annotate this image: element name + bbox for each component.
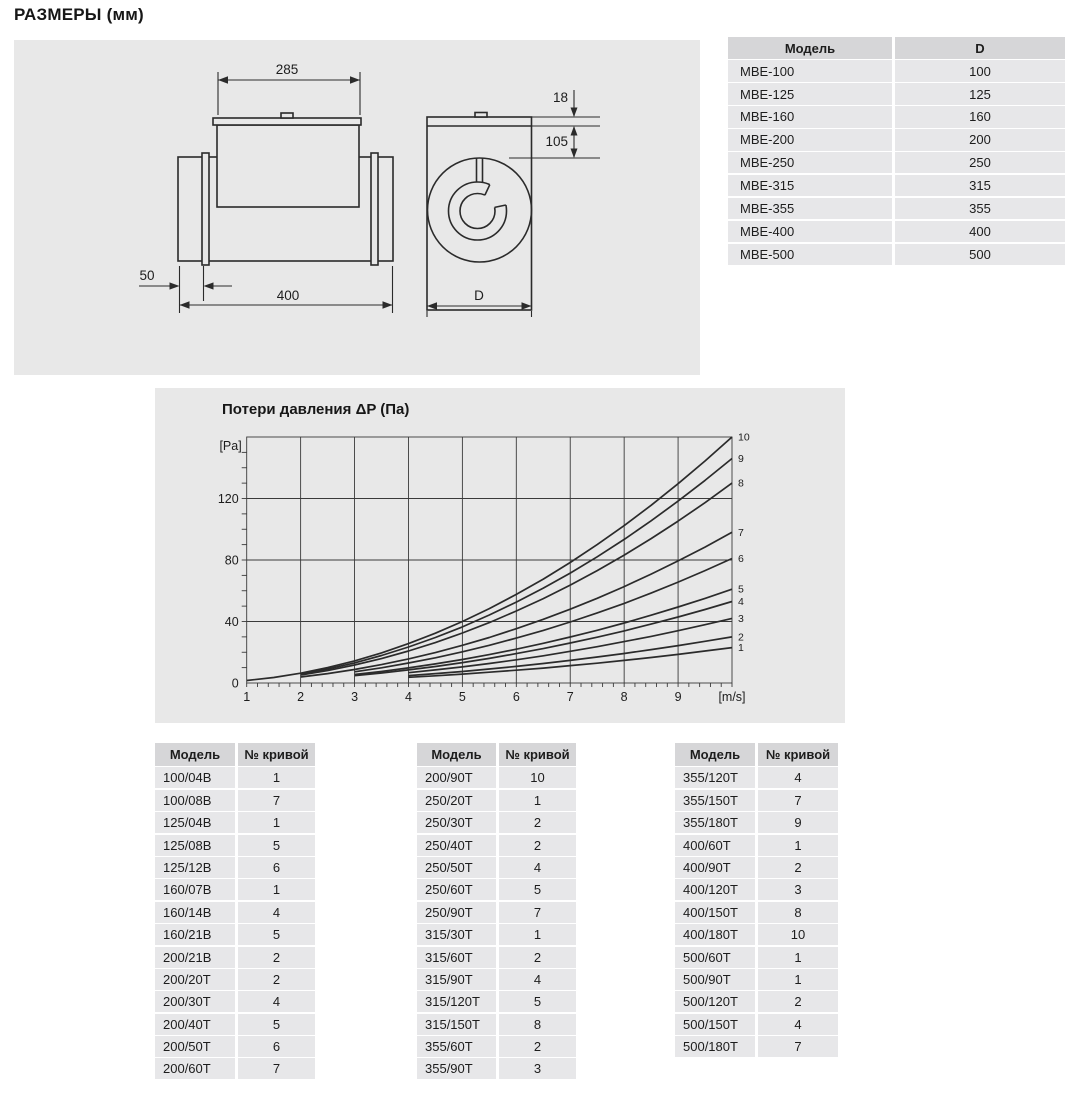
cell: 6 (238, 857, 315, 878)
cell: 5 (238, 924, 315, 945)
svg-text:1: 1 (243, 690, 251, 704)
table-row (675, 947, 838, 968)
table-header-row (728, 37, 1065, 59)
front-view-dimensions (427, 90, 600, 317)
cell: 200/60Т (155, 1058, 235, 1079)
cell: 5 (499, 991, 576, 1012)
table-row (675, 991, 838, 1012)
table-row (728, 175, 1065, 197)
duct-heater-drawing (14, 40, 700, 375)
cell: 315/30Т (417, 924, 496, 945)
cell: МВЕ-250 (728, 152, 892, 174)
cell: 10 (758, 924, 838, 945)
cell: 400/120Т (675, 879, 755, 900)
curve-label-8: 8 (738, 477, 744, 490)
cell: 5 (499, 879, 576, 900)
cell: 200/40Т (155, 1014, 235, 1035)
table-row (155, 947, 315, 968)
table-row (728, 244, 1065, 266)
curve-label-6: 6 (738, 552, 744, 565)
curve-label-5: 5 (738, 583, 744, 596)
table-row (155, 969, 315, 990)
cell: 125/12В (155, 857, 235, 878)
cell: 125/08В (155, 835, 235, 856)
cell: 200/50Т (155, 1036, 235, 1057)
table-row (417, 902, 576, 923)
cell: 6 (238, 1036, 315, 1057)
table-row (155, 790, 315, 811)
table-row (417, 1036, 576, 1057)
cell: 200 (895, 129, 1065, 151)
cell: 200/30Т (155, 991, 235, 1012)
header-cell: № кривой (499, 743, 576, 766)
cell: 10 (499, 767, 576, 788)
cell: МВЕ-400 (728, 221, 892, 243)
cell: 160 (895, 106, 1065, 128)
cell: 4 (499, 857, 576, 878)
svg-text:0: 0 (231, 676, 239, 691)
svg-text:7: 7 (566, 690, 574, 704)
cell: 7 (499, 902, 576, 923)
svg-text:40: 40 (224, 615, 239, 629)
cell: 200/20Т (155, 969, 235, 990)
cell: 5 (238, 1014, 315, 1035)
table-row (728, 129, 1065, 151)
cell: 100/04В (155, 767, 235, 788)
cell: 2 (499, 812, 576, 833)
pressure-loss-chart (155, 388, 845, 723)
header-cell: № кривой (758, 743, 838, 766)
header-cell: Модель (675, 743, 755, 766)
dim-285-label: 285 (275, 62, 299, 77)
table-row (675, 879, 838, 900)
table-row (155, 991, 315, 1012)
dim-105-label: 105 (545, 134, 568, 149)
table-row (417, 991, 576, 1012)
table-header-row (155, 743, 315, 766)
cell: 100 (895, 60, 1065, 82)
header-cell: Модель (155, 743, 235, 766)
curve-4 (355, 602, 733, 676)
cell: МВЕ-500 (728, 244, 892, 266)
curve-label-1: 1 (738, 642, 744, 655)
cell: МВЕ-355 (728, 198, 892, 220)
cell: 3 (758, 879, 838, 900)
header-cell: D (895, 37, 1065, 59)
table-row (417, 1014, 576, 1035)
chart-grid (242, 437, 732, 687)
cell: 400/60Т (675, 835, 755, 856)
cell: 1 (758, 835, 838, 856)
table-row (728, 83, 1065, 105)
cell: 500 (895, 244, 1065, 266)
cell: 7 (238, 790, 315, 811)
table-row (675, 902, 838, 923)
table-row (155, 857, 315, 878)
curve-10 (247, 437, 732, 681)
table-row (728, 60, 1065, 82)
cell: 200/90Т (417, 767, 496, 788)
cell: 250/30Т (417, 812, 496, 833)
pressure-loss-panel (155, 388, 845, 723)
table-row (155, 1014, 315, 1035)
table-row (417, 879, 576, 900)
svg-text:4: 4 (404, 690, 412, 704)
svg-text:3: 3 (351, 690, 359, 704)
table-row (417, 969, 576, 990)
table-row (675, 790, 838, 811)
table-row (728, 198, 1065, 220)
cell: МВЕ-200 (728, 129, 892, 151)
cell: 355/150Т (675, 790, 755, 811)
cell: 315/120Т (417, 991, 496, 1012)
table-row (417, 857, 576, 878)
table-row (675, 1036, 838, 1057)
cell: 500/60Т (675, 947, 755, 968)
cell: 4 (499, 969, 576, 990)
table-row (417, 812, 576, 833)
side-view (178, 113, 393, 265)
cell: 2 (758, 857, 838, 878)
curve-table-3 (675, 743, 838, 1058)
cell: 4 (238, 991, 315, 1012)
cell: 250 (895, 152, 1065, 174)
cell: МВЕ-100 (728, 60, 892, 82)
dim-18-label: 18 (552, 90, 568, 105)
cell: 9 (758, 812, 838, 833)
cell: 250/60Т (417, 879, 496, 900)
cell: 250/40Т (417, 835, 496, 856)
table-row (675, 835, 838, 856)
table-header-row (417, 743, 576, 766)
cell: МВЕ-315 (728, 175, 892, 197)
cell: 400/90Т (675, 857, 755, 878)
cell: 315/150Т (417, 1014, 496, 1035)
table-row (155, 902, 315, 923)
dimensions-panel (14, 40, 700, 375)
header-cell: № кривой (238, 743, 315, 766)
table-row (155, 767, 315, 788)
cell: 1 (238, 767, 315, 788)
svg-text:8: 8 (620, 690, 628, 704)
table-row (417, 790, 576, 811)
table-row (728, 221, 1065, 243)
table-row (675, 812, 838, 833)
header-cell: Модель (728, 37, 892, 59)
cell: 2 (238, 947, 315, 968)
cell: 2 (499, 1036, 576, 1057)
cell: 1 (499, 790, 576, 811)
cell: 500/120Т (675, 991, 755, 1012)
table-row (155, 812, 315, 833)
cell: 500/180Т (675, 1036, 755, 1057)
cell: 315/90Т (417, 969, 496, 990)
cell: 100/08В (155, 790, 235, 811)
cell: 400/150Т (675, 902, 755, 923)
dim-400-label: 400 (276, 288, 300, 303)
cell: МВЕ-125 (728, 83, 892, 105)
curve-label-2: 2 (738, 631, 744, 644)
table-row (155, 1036, 315, 1057)
cell: 355 (895, 198, 1065, 220)
cell: 500/90Т (675, 969, 755, 990)
page-title: РАЗМЕРЫ (мм) (14, 5, 144, 24)
cell: 160/21В (155, 924, 235, 945)
cell: 4 (238, 902, 315, 923)
cell: 250/90Т (417, 902, 496, 923)
dim-D-label: D (474, 288, 484, 303)
svg-text:5: 5 (458, 690, 466, 704)
curve-table-1 (155, 743, 315, 1081)
svg-text:120: 120 (217, 492, 239, 506)
svg-text:80: 80 (224, 553, 239, 568)
cell: 250/20Т (417, 790, 496, 811)
table-row (417, 767, 576, 788)
cell: 4 (758, 1014, 838, 1035)
table-row (675, 969, 838, 990)
cell: 8 (758, 902, 838, 923)
table-header-row (675, 743, 838, 766)
cell: МВЕ-160 (728, 106, 892, 128)
cell: 2 (758, 991, 838, 1012)
svg-text:[Pa]: [Pa] (219, 439, 242, 453)
table-row (155, 879, 315, 900)
cell: 1 (238, 812, 315, 833)
table-row (155, 835, 315, 856)
cell: 500/150Т (675, 1014, 755, 1035)
table-row (728, 106, 1065, 128)
cell: 355/120Т (675, 767, 755, 788)
table-row (417, 1058, 576, 1079)
cell: 8 (499, 1014, 576, 1035)
cell: 315/60Т (417, 947, 496, 968)
table-row (675, 1014, 838, 1035)
cell: 355/180Т (675, 812, 755, 833)
svg-text:2: 2 (297, 690, 305, 704)
cell: 1 (758, 947, 838, 968)
table-row (675, 857, 838, 878)
dim-50-label: 50 (139, 268, 155, 283)
curve-label-4: 4 (738, 596, 744, 609)
table-row (675, 767, 838, 788)
svg-text:9: 9 (674, 690, 682, 704)
cell: 1 (758, 969, 838, 990)
table-row (417, 947, 576, 968)
cell: 3 (499, 1058, 576, 1079)
cell: 160/14В (155, 902, 235, 923)
table-row (728, 152, 1065, 174)
cell: 7 (758, 790, 838, 811)
table-row (417, 924, 576, 945)
cell: 1 (238, 879, 315, 900)
cell: 315 (895, 175, 1065, 197)
cell: 355/60Т (417, 1036, 496, 1057)
cell: 5 (238, 835, 315, 856)
cell: 125 (895, 83, 1065, 105)
cell: 400 (895, 221, 1065, 243)
cell: 2 (499, 947, 576, 968)
cell: 355/90Т (417, 1058, 496, 1079)
svg-text:6: 6 (512, 690, 520, 704)
cell: 400/180Т (675, 924, 755, 945)
cell: 7 (238, 1058, 315, 1079)
cell: 2 (238, 969, 315, 990)
curve-label-9: 9 (738, 453, 744, 466)
cell: 7 (758, 1036, 838, 1057)
table-row (155, 924, 315, 945)
cell: 1 (499, 924, 576, 945)
chart-labels (218, 432, 750, 705)
cell: 160/07В (155, 879, 235, 900)
header-cell: Модель (417, 743, 496, 766)
curve-label-3: 3 (738, 612, 744, 625)
cell: 250/50Т (417, 857, 496, 878)
curve-label-10: 10 (738, 431, 750, 444)
chart-title: Потери давления ΔP (Па) (222, 401, 410, 418)
table-row (155, 1058, 315, 1079)
svg-text:[m/s]: [m/s] (718, 690, 746, 704)
table-row (417, 835, 576, 856)
pressure-curves (247, 437, 732, 681)
table-row (675, 924, 838, 945)
model-diameter-table (728, 37, 1065, 266)
cell: 200/21В (155, 947, 235, 968)
curve-table-2 (417, 743, 576, 1081)
cell: 125/04В (155, 812, 235, 833)
curve-label-7: 7 (738, 526, 744, 539)
cell: 4 (758, 767, 838, 788)
cell: 2 (499, 835, 576, 856)
front-view (427, 113, 532, 311)
